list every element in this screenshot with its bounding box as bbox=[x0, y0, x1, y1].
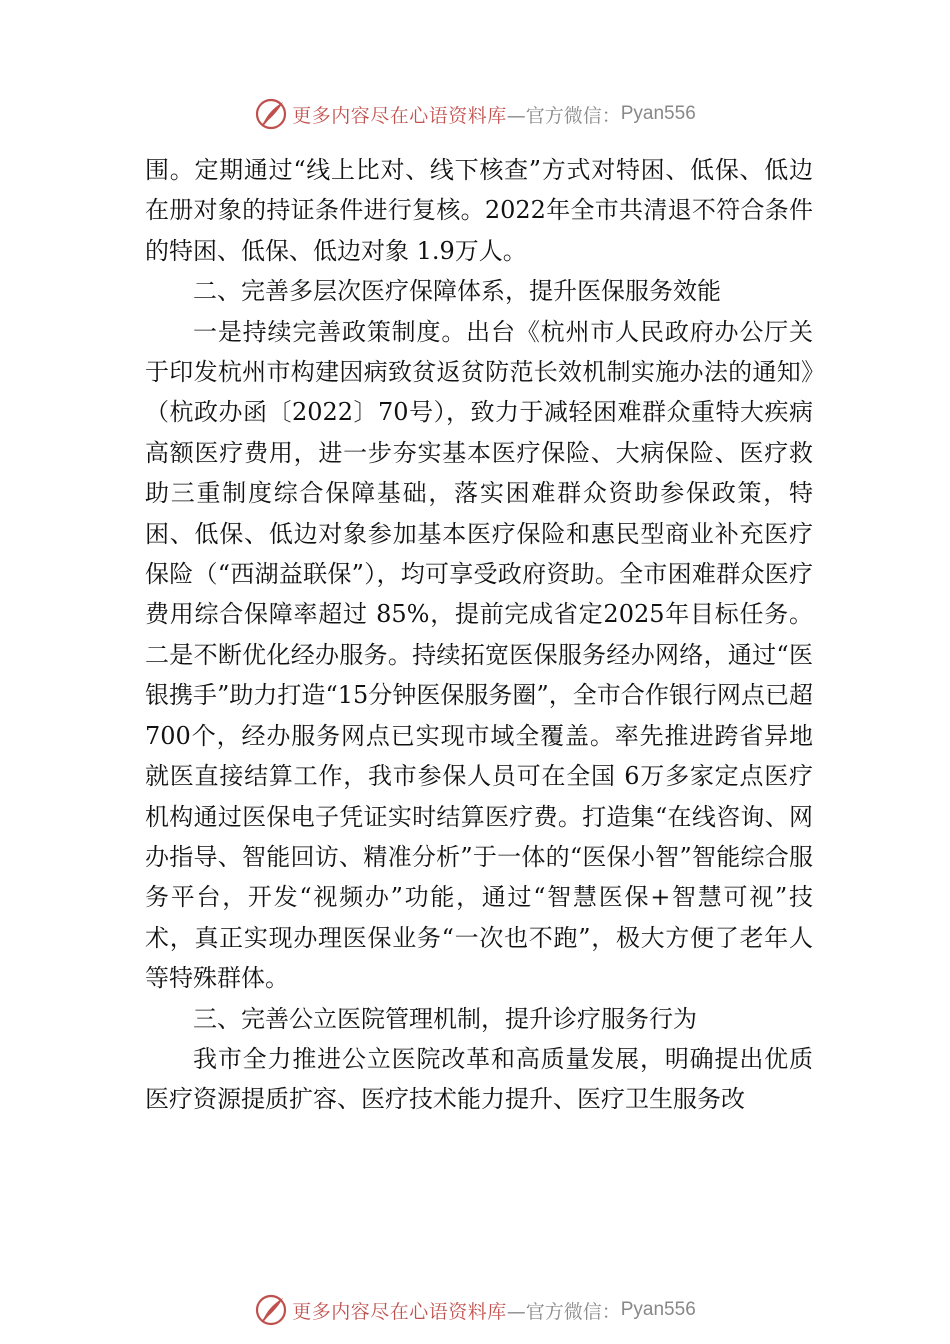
paragraph-continuation: 围。定期通过“线上比对、线下核查”方式对特困、低保、低边在册对象的持证条件进行复核。2022年全市共清退不符合条件的特困、低保、低边对象 1.9万人。 bbox=[145, 156, 813, 265]
banner-dash-text: —官方微信： bbox=[506, 104, 621, 127]
section-heading-3: 三、完善公立医院管理机制，提升诊疗服务行为 bbox=[193, 1004, 697, 1033]
feather-pen-logo-icon bbox=[254, 97, 288, 131]
paragraph-medical-insurance: 一是持续完善政策制度。出台《杭州市人民政府办公厅关于印发杭州市构建因病致贫返贫防范长效机制实施办法的通知》（杭政办函〔2022〕70号），致力于减轻困难群众重特大疾病高额医疗费用，进一步夯实基本医疗保险、大病保险、医疗救助三重制度综合保障基础，落实困难群众资助参保政策，特困、低保、低边对象参加基本医疗保险和惠民型商业补充医疗保险（“西湖益联保”），均可享受政府资助。全市困难群众医疗费用综合保障率超过 85%，提前完成省定2025年目标任务。二是不断优化经办服务。持续拓宽医保服务经办网络，通过“医银携手”助力打造“15分钟医保服务圈”，全市合作银行网点已超 700个，经办服务网点已实现市域全覆盖。率先推进跨省异地就医直接结算工作，我市参保人员可在全国 6万多家定点医疗机构通过医保电子凭证实时结算医疗费。打造集“在线咨询、网办指导、智能回访、精准分析”于一体的“医保小智”智能综合服务平台，开发“视频办”功能，通过“智慧医保+智慧可视”技术，真正实现办理医保业务“一次也不跑”，极大方便了老年人等特殊群体。 bbox=[145, 317, 813, 993]
paragraph-public-hospital: 我市全力推进公立医院改革和高质量发展，明确提出优质医疗资源提质扩容、医疗技术能力提升、医疗卫生服务改 bbox=[145, 1044, 813, 1114]
feather-pen-logo-icon bbox=[254, 1293, 288, 1327]
section-heading-2: 二、完善多层次医疗保障体系，提升医保服务效能 bbox=[193, 277, 721, 306]
document-body bbox=[145, 150, 813, 1120]
banner-dash-text: —官方微信： bbox=[506, 1300, 621, 1323]
banner-wechat-id: Pyan556 bbox=[620, 103, 696, 124]
footer-watermark bbox=[0, 1290, 950, 1330]
header-watermark bbox=[0, 94, 950, 134]
banner-red-text: 更多内容尽在心语资料库 bbox=[292, 1300, 507, 1323]
banner-red-text: 更多内容尽在心语资料库 bbox=[292, 104, 507, 127]
banner-wechat-id: Pyan556 bbox=[620, 1299, 696, 1320]
